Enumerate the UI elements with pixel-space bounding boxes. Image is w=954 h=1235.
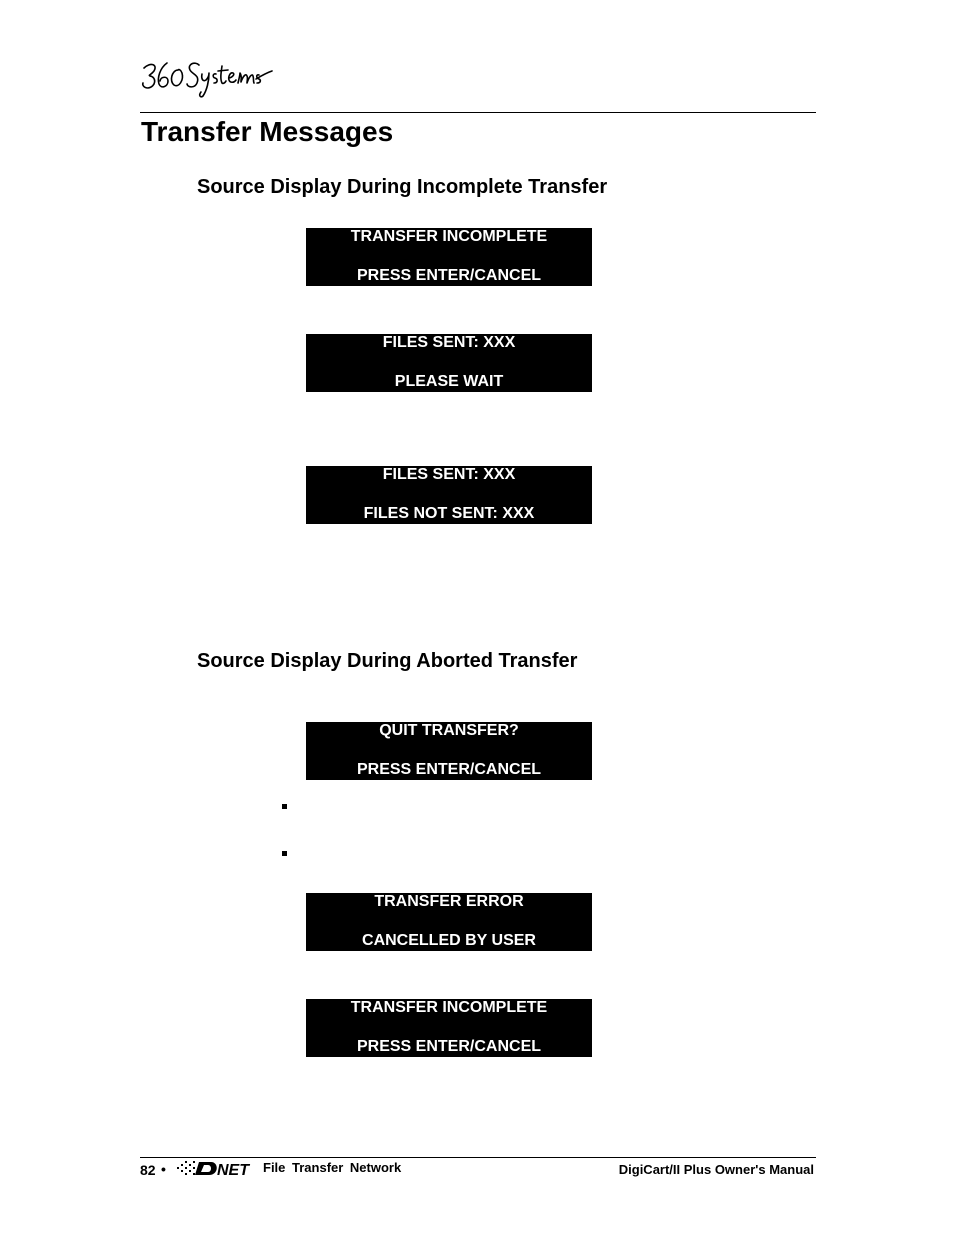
page-title: Transfer Messages bbox=[141, 116, 394, 147]
footer-section-title: File Transfer Network bbox=[263, 1160, 402, 1175]
lcd-display bbox=[306, 334, 592, 392]
lcd-line-2: PLEASE WAIT bbox=[394, 373, 504, 390]
lcd-display bbox=[306, 893, 592, 951]
lcd-line-2: CANCELLED BY USER bbox=[362, 932, 536, 949]
360-systems-logo bbox=[140, 54, 274, 98]
svg-text:NET: NET bbox=[217, 1162, 249, 1178]
lcd-line-2: PRESS ENTER/CANCEL bbox=[356, 267, 542, 284]
lcd-line-1: TRANSFER INCOMPLETE bbox=[350, 999, 548, 1016]
footer-manual-title: DigiCart/II Plus Owner's Manual bbox=[618, 1162, 814, 1177]
lcd-display bbox=[306, 466, 592, 524]
lcd-display bbox=[306, 722, 592, 780]
lcd-line-2: PRESS ENTER/CANCEL bbox=[356, 761, 542, 778]
lcd-display bbox=[306, 228, 592, 286]
header-rule bbox=[140, 112, 816, 113]
bullet-marker bbox=[282, 804, 287, 809]
lcd-line-1: QUIT TRANSFER? bbox=[379, 722, 519, 739]
lcd-line-1: FILES SENT: XXX bbox=[382, 334, 516, 351]
lcd-display bbox=[306, 999, 592, 1057]
section-heading-incomplete-transfer: Source Display During Incomplete Transfer bbox=[197, 176, 608, 198]
page-number: 82 bbox=[140, 1162, 156, 1178]
dnet-logo bbox=[177, 1160, 257, 1178]
section-heading-aborted-transfer: Source Display During Aborted Transfer bbox=[197, 650, 578, 672]
bullet-marker bbox=[282, 851, 287, 856]
footer-separator: • bbox=[161, 1161, 166, 1177]
footer-rule bbox=[140, 1157, 816, 1158]
lcd-line-1: FILES SENT: XXX bbox=[382, 466, 516, 483]
lcd-line-1: TRANSFER ERROR bbox=[374, 893, 524, 910]
lcd-line-2: PRESS ENTER/CANCEL bbox=[356, 1038, 542, 1055]
lcd-line-1: TRANSFER INCOMPLETE bbox=[350, 228, 548, 245]
lcd-line-2: FILES NOT SENT: XXX bbox=[363, 505, 535, 522]
